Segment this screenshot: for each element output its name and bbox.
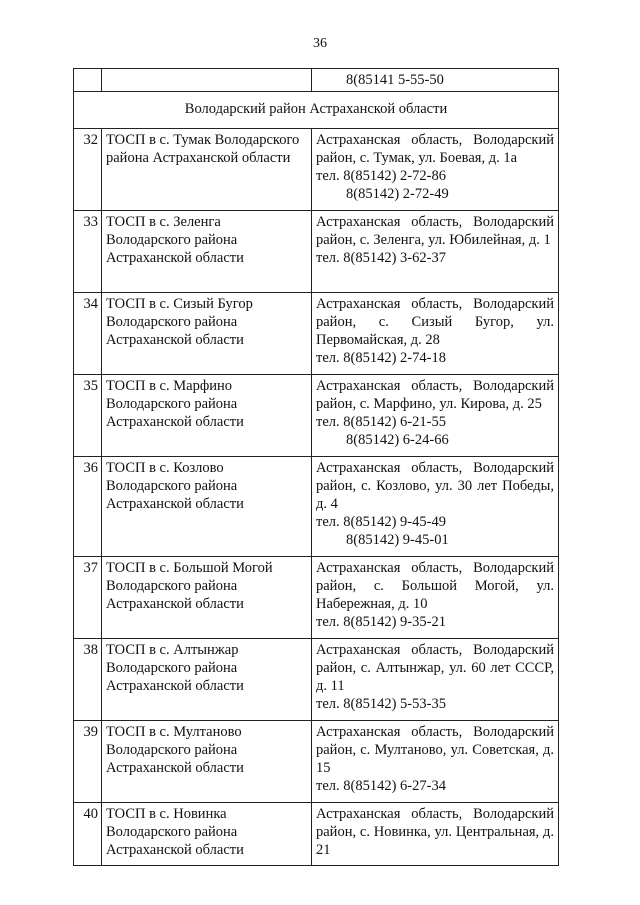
- office-name-line: Астраханской области: [106, 678, 244, 694]
- row-number: 36: [74, 457, 102, 557]
- office-name-cell: [102, 639, 312, 721]
- office-name-line: Астраханской области: [106, 414, 244, 430]
- address-text: Астраханская область, Володарский район, с. Тумак, ул. Боевая, д. 1а: [316, 132, 554, 166]
- phone-line: 8(85142) 9-45-01: [346, 532, 449, 548]
- region-header-row: [74, 92, 559, 129]
- address-cell: [312, 69, 559, 92]
- phone-line: 8(85142) 6-24-66: [346, 432, 449, 448]
- address-text: Астраханская область, Володарский район, с. Марфино, ул. Кирова, д. 25: [316, 378, 554, 412]
- address-cell: [312, 293, 559, 375]
- office-name-line: ТОСП в с. Марфино: [106, 378, 232, 394]
- address-cell: [312, 129, 559, 211]
- phone-line: тел. 8(85142) 6-27-34: [316, 778, 446, 794]
- address-text: Астраханская область, Володарский район, с. Мултаново, ул. Советская, д. 15: [316, 724, 554, 776]
- address-cell: [312, 457, 559, 557]
- address-cell: [312, 375, 559, 457]
- row-number: 39: [74, 721, 102, 803]
- office-name-line: Володарского района: [106, 742, 238, 758]
- office-name-line: Володарского района: [106, 660, 238, 676]
- phone-line: 8(85141 5-55-50: [346, 72, 444, 88]
- table-row-continued: [74, 69, 559, 92]
- address-text: Астраханская область, Володарский район, с. Козлово, ул. 30 лет Победы, д. 4: [316, 460, 554, 512]
- office-name-line: Астраханской области: [106, 596, 244, 612]
- office-name-line: Володарского района: [106, 232, 238, 248]
- office-name-cell: [102, 211, 312, 293]
- office-name-line: района Астраханской области: [106, 150, 291, 166]
- table-row: [74, 129, 559, 211]
- office-name-cell: [102, 293, 312, 375]
- row-number: 32: [74, 129, 102, 211]
- address-text: Астраханская область, Володарский район, с. Большой Могой, ул. Набережная, д. 10: [316, 560, 554, 612]
- phone-line: тел. 8(85142) 3-62-37: [316, 250, 446, 266]
- office-name-line: Володарского района: [106, 396, 238, 412]
- phone-line: тел. 8(85142) 9-45-49: [316, 514, 446, 530]
- phone-line: тел. 8(85142) 9-35-21: [316, 614, 446, 630]
- table-row: [74, 211, 559, 293]
- office-name-line: Астраханской области: [106, 250, 244, 266]
- office-name-cell: [102, 375, 312, 457]
- phone-line: тел. 8(85142) 5-53-35: [316, 696, 446, 712]
- row-number: 33: [74, 211, 102, 293]
- table-row: [74, 375, 559, 457]
- address-cell: [312, 639, 559, 721]
- region-title: Володарский район Астраханской области: [74, 92, 559, 129]
- table-row: [74, 721, 559, 803]
- phone-line: 8(85142) 2-72-49: [346, 186, 449, 202]
- office-name-line: ТОСП в с. Большой Могой: [106, 560, 273, 576]
- row-number: 34: [74, 293, 102, 375]
- office-name-cell: [102, 803, 312, 866]
- offices-table: [73, 68, 559, 866]
- phone-line: тел. 8(85142) 2-72-86: [316, 168, 446, 184]
- num-cell-empty: [74, 69, 102, 92]
- table-row: [74, 293, 559, 375]
- name-cell-empty: [102, 69, 312, 92]
- office-name-line: Астраханской области: [106, 332, 244, 348]
- address-cell: [312, 803, 559, 866]
- office-name-line: Астраханской области: [106, 760, 244, 776]
- office-name-cell: [102, 129, 312, 211]
- office-name-line: Володарского района: [106, 578, 238, 594]
- address-text: Астраханская область, Володарский район, с. Новинка, ул. Центральная, д. 21: [316, 806, 554, 858]
- address-text: Астраханская область, Володарский район, с. Сизый Бугор, ул. Первомайская, д. 28: [316, 296, 554, 348]
- office-name-line: ТОСП в с. Козлово: [106, 460, 224, 476]
- office-name-line: ТОСП в с. Алтынжар: [106, 642, 239, 658]
- address-cell: [312, 557, 559, 639]
- phone-line: тел. 8(85142) 6-21-55: [316, 414, 446, 430]
- table-row: [74, 803, 559, 866]
- office-name-cell: [102, 557, 312, 639]
- office-name-line: Володарского района: [106, 478, 238, 494]
- table-row: [74, 639, 559, 721]
- office-name-cell: [102, 457, 312, 557]
- office-name-line: Астраханской области: [106, 842, 244, 858]
- table-row: [74, 557, 559, 639]
- office-name-line: Володарского района: [106, 824, 238, 840]
- row-number: 35: [74, 375, 102, 457]
- address-text: Астраханская область, Володарский район, с. Зеленга, ул. Юбилейная, д. 1: [316, 214, 554, 248]
- office-name-line: ТОСП в с. Зеленга: [106, 214, 221, 230]
- table-row: [74, 457, 559, 557]
- address-text: Астраханская область, Володарский район, с. Алтынжар, ул. 60 лет СССР, д. 11: [316, 642, 554, 694]
- row-number: 38: [74, 639, 102, 721]
- phone-line: тел. 8(85142) 2-74-18: [316, 350, 446, 366]
- address-cell: [312, 721, 559, 803]
- row-number: 37: [74, 557, 102, 639]
- office-name-line: ТОСП в с. Новинка: [106, 806, 227, 822]
- page-number: 36: [313, 36, 327, 51]
- office-name-line: ТОСП в с. Мултаново: [106, 724, 242, 740]
- office-name-line: Володарского района: [106, 314, 238, 330]
- office-name-line: ТОСП в с. Тумак Володарского: [106, 132, 300, 148]
- office-name-cell: [102, 721, 312, 803]
- row-number: 40: [74, 803, 102, 866]
- office-name-line: Астраханской области: [106, 496, 244, 512]
- office-name-line: ТОСП в с. Сизый Бугор: [106, 296, 253, 312]
- address-cell: [312, 211, 559, 293]
- table-body: [74, 129, 559, 866]
